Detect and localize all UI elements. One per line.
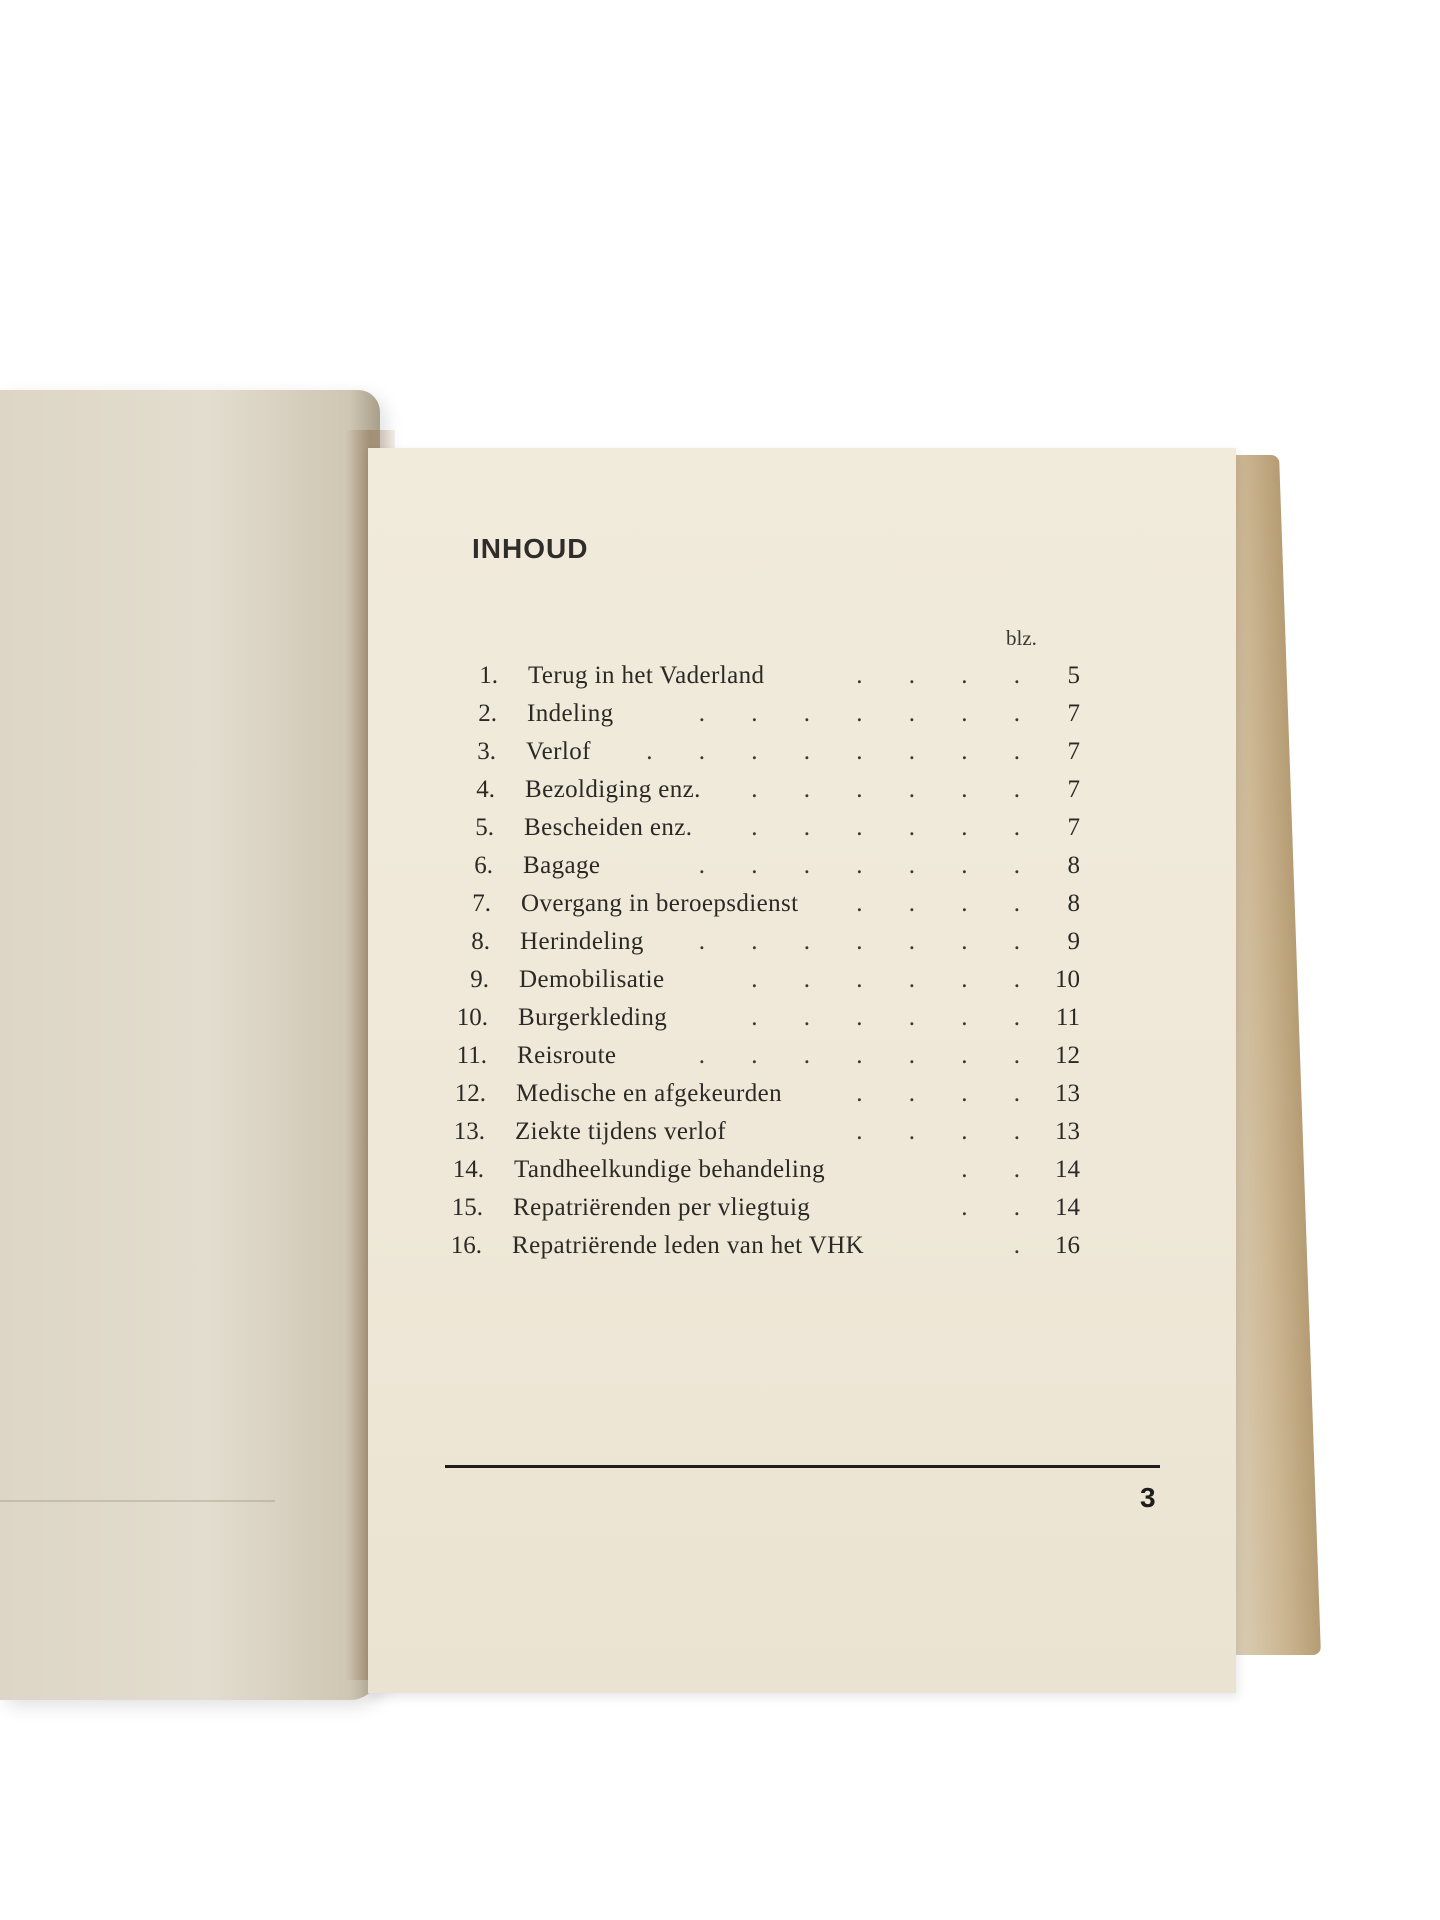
toc-entry-page: 5 <box>1067 662 1080 689</box>
page-column-label: blz. <box>1006 626 1037 650</box>
toc-entry <box>440 662 1080 700</box>
toc-entry <box>436 814 1080 852</box>
toc-entry <box>427 1118 1080 1156</box>
toc-entry-number: 8. <box>471 928 490 955</box>
toc-entry-number: 4. <box>476 776 495 803</box>
toc-entry-page: 7 <box>1067 776 1080 803</box>
toc-dot-leader: . . . . . . <box>751 1004 1040 1031</box>
toc-dot-leader: . . <box>961 1194 1040 1221</box>
toc-entry <box>439 700 1080 738</box>
toc-entry-number: 2. <box>478 700 497 727</box>
toc-dot-leader: . . . . . . <box>751 776 1040 803</box>
toc-entry-title: Bezoldiging enz. <box>525 776 701 803</box>
toc-entry <box>425 1194 1080 1232</box>
toc-dot-leader: . . . . . . . <box>698 700 1040 727</box>
toc-entry-title: Ziekte tijdens verlof <box>515 1118 727 1145</box>
toc-entry-number: 3. <box>477 738 496 765</box>
toc-entry-page: 14 <box>1055 1156 1080 1183</box>
toc-entry <box>429 1042 1080 1080</box>
left-page <box>0 390 380 1700</box>
toc-entry-number: 11. <box>456 1042 487 1069</box>
toc-entry <box>433 890 1080 928</box>
toc-heading: INHOUD <box>472 533 589 564</box>
toc-dot-leader: . . . . . . . <box>698 928 1040 955</box>
toc-entry <box>435 852 1080 890</box>
toc-entry-number: 15. <box>451 1194 483 1221</box>
toc-entry <box>428 1080 1080 1118</box>
toc-entry-title: Burgerkleding <box>518 1004 668 1031</box>
toc-entry-title: Herindeling <box>520 928 644 955</box>
toc-entry-title: Bescheiden enz. <box>524 814 693 841</box>
page-number: 3 <box>1140 1482 1156 1513</box>
toc-dot-leader: . . . . . . <box>751 966 1040 993</box>
toc-entry-number: 16. <box>450 1232 482 1259</box>
toc-entry-number: 9. <box>470 966 489 993</box>
toc-entry-number: 10. <box>456 1004 488 1031</box>
toc-entry-number: 14. <box>452 1156 484 1183</box>
toc-entry-page: 8 <box>1067 852 1080 879</box>
toc-entry-page: 7 <box>1067 814 1080 841</box>
toc-entry-title: Verlof <box>526 738 591 765</box>
toc-entry-page: 7 <box>1067 700 1080 727</box>
toc-dot-leader: . . . . <box>856 1118 1040 1145</box>
toc-dot-leader: . . . . <box>856 662 1040 689</box>
table-of-contents <box>440 662 1080 1270</box>
toc-entry <box>431 966 1080 1004</box>
toc-entry-title: Terug in het Vaderland <box>528 662 765 689</box>
toc-entry-title: Demobilisatie <box>519 966 665 993</box>
toc-entry-title: Bagage <box>523 852 601 879</box>
toc-entry-title: Reisroute <box>517 1042 617 1069</box>
toc-dot-leader: . . . . . . . . <box>646 738 1040 765</box>
toc-entry-title: Indeling <box>527 700 614 727</box>
toc-entry-page: 8 <box>1067 890 1080 917</box>
toc-entry-page: 13 <box>1055 1080 1080 1107</box>
toc-entry-title: Medische en afgekeurden <box>516 1080 783 1107</box>
toc-entry <box>426 1156 1080 1194</box>
toc-dot-leader: . . . . . . <box>751 814 1040 841</box>
toc-entry-title: Overgang in beroepsdienst <box>521 890 799 917</box>
toc-entry <box>438 738 1080 776</box>
toc-entry-number: 7. <box>472 890 491 917</box>
toc-entry-title: Repatriërende leden van het VHK <box>512 1232 865 1259</box>
toc-dot-leader: . . . . . . . <box>698 852 1040 879</box>
toc-entry <box>432 928 1080 966</box>
toc-dot-leader: . <box>1013 1232 1040 1259</box>
toc-entry-page: 13 <box>1055 1118 1080 1145</box>
toc-entry-number: 12. <box>454 1080 486 1107</box>
toc-dot-leader: . . . . <box>856 890 1040 917</box>
toc-entry-page: 12 <box>1055 1042 1080 1069</box>
footer-rule <box>445 1465 1160 1468</box>
toc-entry <box>430 1004 1080 1042</box>
toc-entry-number: 5. <box>475 814 494 841</box>
toc-dot-leader: . . . . <box>856 1080 1040 1107</box>
toc-entry-number: 13. <box>453 1118 485 1145</box>
toc-dot-leader: . . <box>961 1156 1040 1183</box>
toc-entry-number: 1. <box>479 662 498 689</box>
toc-entry <box>424 1232 1080 1270</box>
toc-entry-title: Tandheelkundige behandeling <box>514 1156 826 1183</box>
toc-entry <box>437 776 1080 814</box>
toc-entry-number: 6. <box>474 852 493 879</box>
left-page-bleed-line <box>0 1500 275 1502</box>
toc-entry-title: Repatriërenden per vliegtuig <box>513 1194 811 1221</box>
toc-entry-page: 7 <box>1067 738 1080 765</box>
toc-entry-page: 9 <box>1067 928 1080 955</box>
toc-entry-page: 16 <box>1055 1232 1080 1259</box>
toc-entry-page: 10 <box>1055 966 1080 993</box>
toc-dot-leader: . . . . . . . <box>698 1042 1040 1069</box>
toc-entry-page: 14 <box>1055 1194 1080 1221</box>
toc-entry-page: 11 <box>1055 1004 1080 1031</box>
